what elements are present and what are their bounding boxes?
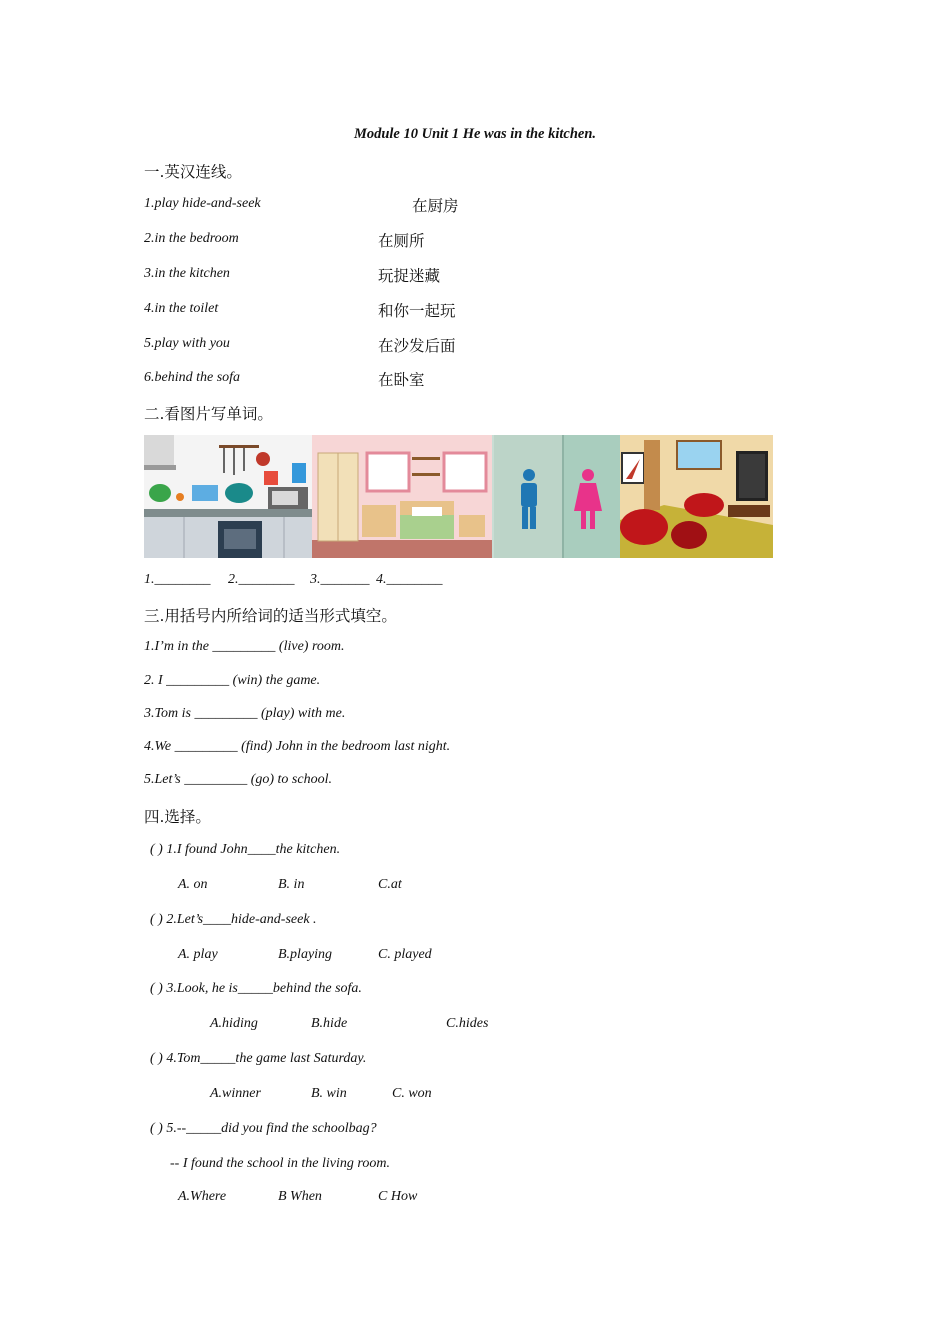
picture-blank-2[interactable]: 2.________ [228, 572, 295, 587]
option-2a[interactable]: A. play [178, 947, 218, 962]
option-1a[interactable]: A. on [178, 877, 208, 892]
kitchen-picture [144, 435, 312, 558]
bedroom-picture [312, 435, 492, 558]
option-3c[interactable]: C.hides [446, 1016, 489, 1031]
option-1c[interactable]: C.at [378, 877, 402, 892]
option-4c[interactable]: C. won [392, 1086, 432, 1101]
room-pictures-strip [144, 435, 773, 558]
page-title: Module 10 Unit 1 He was in the kitchen. [353, 126, 597, 142]
match-chinese-4: 和你一起玩 [378, 302, 456, 320]
living-room-picture [620, 435, 773, 558]
match-chinese-3: 玩捉迷藏 [378, 267, 441, 285]
match-chinese-2: 在厕所 [378, 232, 425, 250]
option-2c[interactable]: C. played [378, 947, 432, 962]
match-english-5: 5.play with you [144, 336, 230, 351]
option-3a[interactable]: A.hiding [210, 1016, 258, 1031]
fill-item-4: 4.We _________ (find) John in the bedroom last night. [144, 739, 451, 754]
fill-item-5: 5.Let’s _________ (go) to school. [144, 772, 332, 787]
section2-heading: 二.看图片写单词。 [144, 405, 273, 423]
fill-item-1: 1.I’m in the _________ (live) room. [144, 639, 345, 654]
match-chinese-1: 在厨房 [412, 197, 459, 215]
match-english-3: 3.in the kitchen [144, 266, 230, 281]
option-1b[interactable]: B. in [278, 877, 305, 892]
match-english-4: 4.in the toilet [144, 301, 219, 316]
section1-heading: 一.英汉连线。 [144, 163, 242, 181]
option-3b[interactable]: B.hide [311, 1016, 348, 1031]
choice-question-2: ( ) 2.Let’s____hide-and-seek . [150, 912, 317, 927]
match-chinese-5: 在沙发后面 [378, 337, 456, 355]
section4-heading: 四.选择。 [144, 808, 211, 826]
fill-item-2: 2. I _________ (win) the game. [144, 673, 321, 688]
toilet-picture [492, 435, 620, 558]
picture-blank-3[interactable]: 3._______ [310, 572, 370, 587]
section3-heading: 三.用括号内所给词的适当形式填空。 [144, 607, 397, 625]
match-chinese-6: 在卧室 [378, 371, 425, 389]
match-english-1: 1.play hide-and-seek [144, 196, 261, 211]
fill-item-3: 3.Tom is _________ (play) with me. [144, 706, 346, 721]
option-4a[interactable]: A.winner [210, 1086, 261, 1101]
choice-question-5-answer-line: -- I found the school in the living room. [170, 1156, 390, 1171]
choice-question-4: ( ) 4.Tom_____the game last Saturday. [150, 1051, 367, 1066]
option-5c[interactable]: C How [378, 1189, 418, 1204]
choice-question-3: ( ) 3.Look, he is_____behind the sofa. [150, 981, 362, 996]
option-5a[interactable]: A.Where [178, 1189, 227, 1204]
match-english-6: 6.behind the sofa [144, 370, 241, 385]
choice-question-1: ( ) 1.I found John____the kitchen. [150, 842, 341, 857]
option-2b[interactable]: B.playing [278, 947, 333, 962]
match-english-2: 2.in the bedroom [144, 231, 239, 246]
choice-question-5: ( ) 5.--_____did you find the schoolbag? [150, 1121, 377, 1136]
option-5b[interactable]: B When [278, 1189, 322, 1204]
option-4b[interactable]: B. win [311, 1086, 347, 1101]
picture-blank-1[interactable]: 1.________ [144, 572, 211, 587]
picture-blank-4[interactable]: 4.________ [376, 572, 443, 587]
